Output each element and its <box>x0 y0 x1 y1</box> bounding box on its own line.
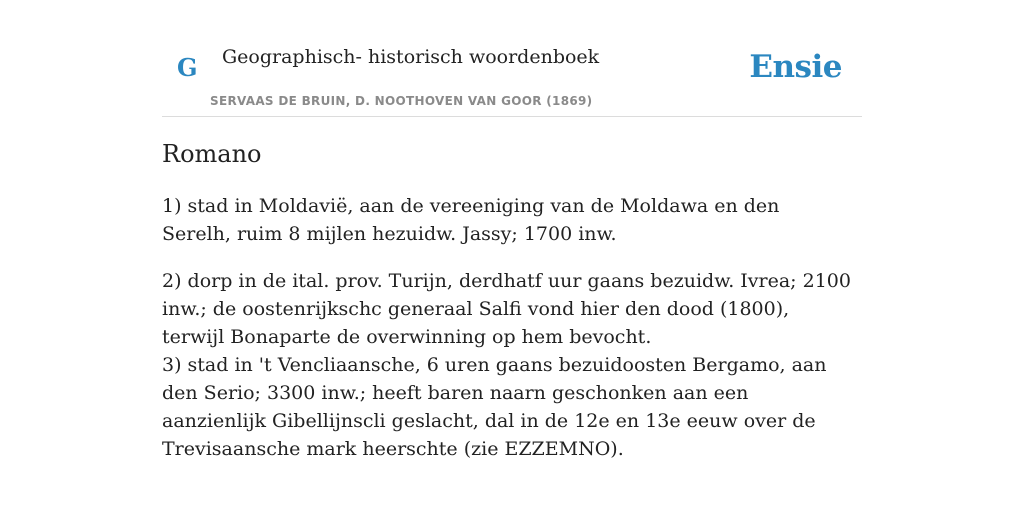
header <box>162 0 862 117</box>
entry-paragraph-1: 1) stad in Moldavië, aan de vereeniging van de Moldawa en den Serelh, ruim 8 mijlen hezuidw. Jassy; 1700 inw. <box>162 195 780 245</box>
entry-title: Romano <box>162 140 262 168</box>
ensie-logo-link[interactable]: Ensie <box>749 49 842 85</box>
book-author: SERVAAS DE BRUIN, D. NOOTHOVEN VAN GOOR (1869) <box>210 94 593 108</box>
book-logo-icon[interactable]: G <box>177 53 198 82</box>
entry-body <box>162 192 852 463</box>
book-title-link[interactable]: Geographisch- historisch woordenboek <box>222 46 600 68</box>
entry-paragraph-3: 3) stad in 't Vencliaansche, 6 uren gaans bezuidoosten Bergamo, aan den Serio; 3300 inw.; heeft baren naarn geschonken aan een aanzienlijk Gibellijnscli geslacht, dal in de 12e en 13e eeuw over de Trevisaansche mark heerschte (zie EZZEMNO). <box>162 354 827 460</box>
entry-paragraph-2: 2) dorp in de ital. prov. Turijn, derdhatf uur gaans bezuidw. Ivrea; 2100 inw.; de oostenrijkschc generaal Salfi vond hier den dood (1800), terwijl Bonaparte de overwinning op hem bevocht. <box>162 270 851 348</box>
